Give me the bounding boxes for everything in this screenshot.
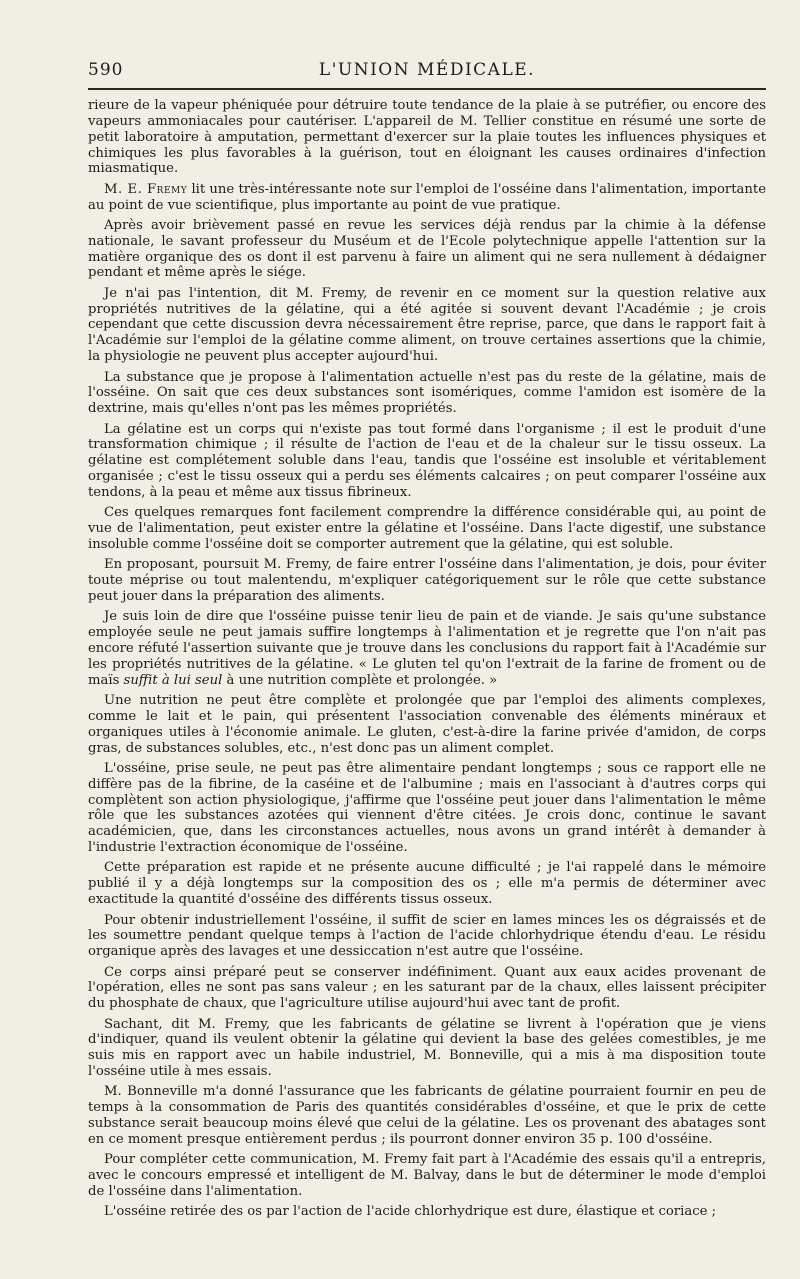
paragraph	[88, 422, 766, 501]
paragraph-text: lit une très-intéressante note sur l'emploi de l'osséine dans l'alimentation, importante au point de vue scientifique, plus importante au point de vue pratique.	[88, 181, 766, 213]
paragraph	[88, 1017, 766, 1080]
paragraph	[88, 98, 766, 177]
paragraph	[88, 218, 766, 281]
paragraph-text: La gélatine est un corps qui n'existe pas tout formé dans l'organisme ; il est le produit d'une transformation chimique ; il résulte de l'action de l'eau et de la chaleur sur le tissu osseux. La gélatine est complétement soluble dans l'eau, tandis que l'osséine est insoluble et véritablement organisée ; c'est le tissu osseux qui a perdu ses éléments calcaires ; on peut comparer l'osséine aux tendons, à la peau et même aux tissus fibrineux.	[88, 421, 766, 500]
paragraph	[88, 505, 766, 553]
paragraph-text: Une nutrition ne peut être complète et prolongée que par l'emploi des aliments complexes, comme le lait et le pain, qui présentent l'association convenable des éléments minéraux et organiques utiles à l'économie animale. Le gluten, c'est-à-dire la farine privée d'amidon, de corps gras, de substances solubles, etc., n'est donc pas un aliment complet.	[88, 693, 766, 756]
paragraph-text: Ce corps ainsi préparé peut se conserver indéfiniment. Quant aux eaux acides provenant de l'opération, elles ne sont pas sans valeur ; en les saturant par de la chaux, elles laissent précipiter du phosphate de chaux, que l'agriculture utilise aujourd'hui avec tant de profit.	[88, 964, 766, 1012]
running-title: L'UNION MÉDICALE.	[318, 60, 536, 80]
paragraph-text: Je suis loin de dire que l'osséine puisse tenir lieu de pain et de viande. Je sais qu'une substance employée seule ne peut jamais suffire longtemps à l'alimentation et je regrette que l'on n'ait pas encore réfuté l'assertion suivante que je trouve dans les conclusions du rapport fait à l'Académie sur les propriétés nutritives de la gélatine. « Le gluten tel qu'on l'extrait de la farine de froment ou de maïs	[88, 609, 766, 688]
paragraph	[88, 860, 766, 908]
paragraph-text: L'osséine, prise seule, ne peut pas être alimentaire pendant longtemps ; sous ce rapport elle ne diffère pas de la fibrine, de la caséine et de l'albumine ; mais en l'associant à d'autres corps qui complètent son action physiologique, j'affirme que l'osséine peut jouer dans l'alimentation le même rôle que les substances azotées qui viennent d'être citées. Je crois donc, continue le savant académicien, que, dans les circonstances actuelles, nous avons un grand intérêt à demander à l'industrie l'extraction économique de l'osséine.	[88, 760, 766, 856]
paragraph	[88, 286, 766, 365]
paragraph	[88, 182, 766, 214]
paragraph-text: La substance que je propose à l'alimentation actuelle n'est pas du reste de la gélatine, mais de l'osséine. On sait que ces deux substances sont isomériques, comme l'amidon est isomère de la dextrine, mais qu'elles n'ont pas les mêmes propriétés.	[88, 369, 766, 417]
paragraph-text: Cette préparation est rapide et ne présente aucune difficulté ; je l'ai rappelé dans le mémoire publié il y a déjà longtemps sur la composition des os ; elle m'a permis de déterminer avec exactitude la quantité d'osséine des différents tissus osseux.	[88, 860, 766, 908]
paragraph-text: M. Bonneville m'a donné l'assurance que les fabricants de gélatine pourraient fournir en peu de temps à la consommation de Paris des quantités considérables d'osséine, et que le prix de cette substance serait beaucoup moins élevé que celui de la gélatine. Les os provenant des abatages sont en ce moment presque entièrement perdus ; ils pourront donner environ 35 p. 100 d'osséine.	[88, 1084, 766, 1147]
page-number: 590	[88, 60, 124, 80]
paragraph	[88, 557, 766, 605]
paragraph	[88, 370, 766, 418]
paragraph-text: Pour compléter cette communication, M. Fremy fait part à l'Académie des essais qu'il a entrepris, avec le concours empressé et intelligent de M. Balvay, dans le but de déterminer le mode d'emploi de l'osséine dans l'alimentation.	[88, 1152, 766, 1199]
paragraph	[88, 609, 766, 688]
paragraph-text: Sachant, dit M. Fremy, que les fabricants de gélatine se livrent à l'opération que je viens d'indiquer, quand ils veulent obtenir la gélatine qui devient la base des gelées comestibles, je me suis mis en rapport avec un habile industriel, M. Bonneville, qui a mis à ma disposition toute l'osséine utile à mes essais.	[88, 1016, 766, 1080]
paragraph-text: L'osséine retirée des os par l'action de l'acide chlorhydrique est dure, élastique et coriace ;	[104, 1204, 717, 1220]
paragraph	[88, 1204, 766, 1220]
paragraph	[88, 965, 766, 1013]
paragraph	[88, 913, 766, 961]
page-header	[88, 52, 766, 86]
paragraph	[88, 1084, 766, 1147]
paragraph	[88, 1152, 766, 1200]
paragraph-text: Je n'ai pas l'intention, dit M. Fremy, de revenir en ce moment sur la question relative aux propriétés nutritives de la gélatine, qui a été agitée si souvent devant l'Académie ; je crois cependant que cette discussion devra nécessairement être reprise, parce, que dans le rapport fait à l'Académie sur l'emploi de la gélatine comme aliment, on trouve certaines assertions que la chimie, la physiologie ne peuvent plus accepter aujourd'hui.	[88, 285, 766, 365]
speaker-name: M. E. Fremy	[104, 181, 188, 197]
paragraph-text: Pour obtenir industriellement l'osséine, il suffit de scier en lames minces les os dégraissés et de les soumettre pendant quelque temps à l'action de l'acide chlorhydrique étendu d'eau. Le résidu organique après des lavages et une dessiccation n'est autre que l'osséine.	[88, 912, 766, 960]
paragraph-text: Ces quelques remarques font facilement comprendre la différence considérable qui, au point de vue de l'alimentation, peut exister entre la gélatine et l'osséine. Dans l'acte digestif, une substance insoluble comme l'osséine doit se comporter autrement que la gélatine, qui est soluble.	[88, 505, 766, 552]
paragraph-text: rieure de la vapeur phéniquée pour détruire toute tendance de la plaie à se putréfier, ou encore des vapeurs ammoniacales pour cautériser. L'appareil de M. Tellier constitue en résumé une sorte de petit laboratoire à amputation, permettant d'exercer sur la plaie toutes les influences physiques et chimiques les plus favorables à la guérison, tout en éloignant les causes ordinaires d'infection miasmatique.	[88, 98, 766, 177]
paragraph-text: En proposant, poursuit M. Fremy, de faire entrer l'osséine dans l'alimentation, je dois, pour éviter toute méprise ou tout malentendu, m'expliquer catégoriquement sur le rôle que cette substance peut jouer dans la préparation des aliments.	[88, 557, 766, 604]
header-rule	[88, 88, 766, 90]
emphasis: suffit à lui seul	[123, 672, 223, 688]
paragraph	[88, 693, 766, 756]
paragraph	[88, 761, 766, 856]
paragraph-text-tail: à une nutrition complète et prolongée. »	[222, 672, 498, 688]
paragraph-text: Après avoir brièvement passé en revue les services déjà rendus par la chimie à la défense nationale, le savant professeur du Muséum et de l'Ecole polytechnique appelle l'attention sur la matière organique des os dont il est parvenu à faire un aliment qui ne sera nullement à dédaigner pendant et même après le siége.	[88, 217, 766, 281]
article-body	[88, 98, 766, 1220]
